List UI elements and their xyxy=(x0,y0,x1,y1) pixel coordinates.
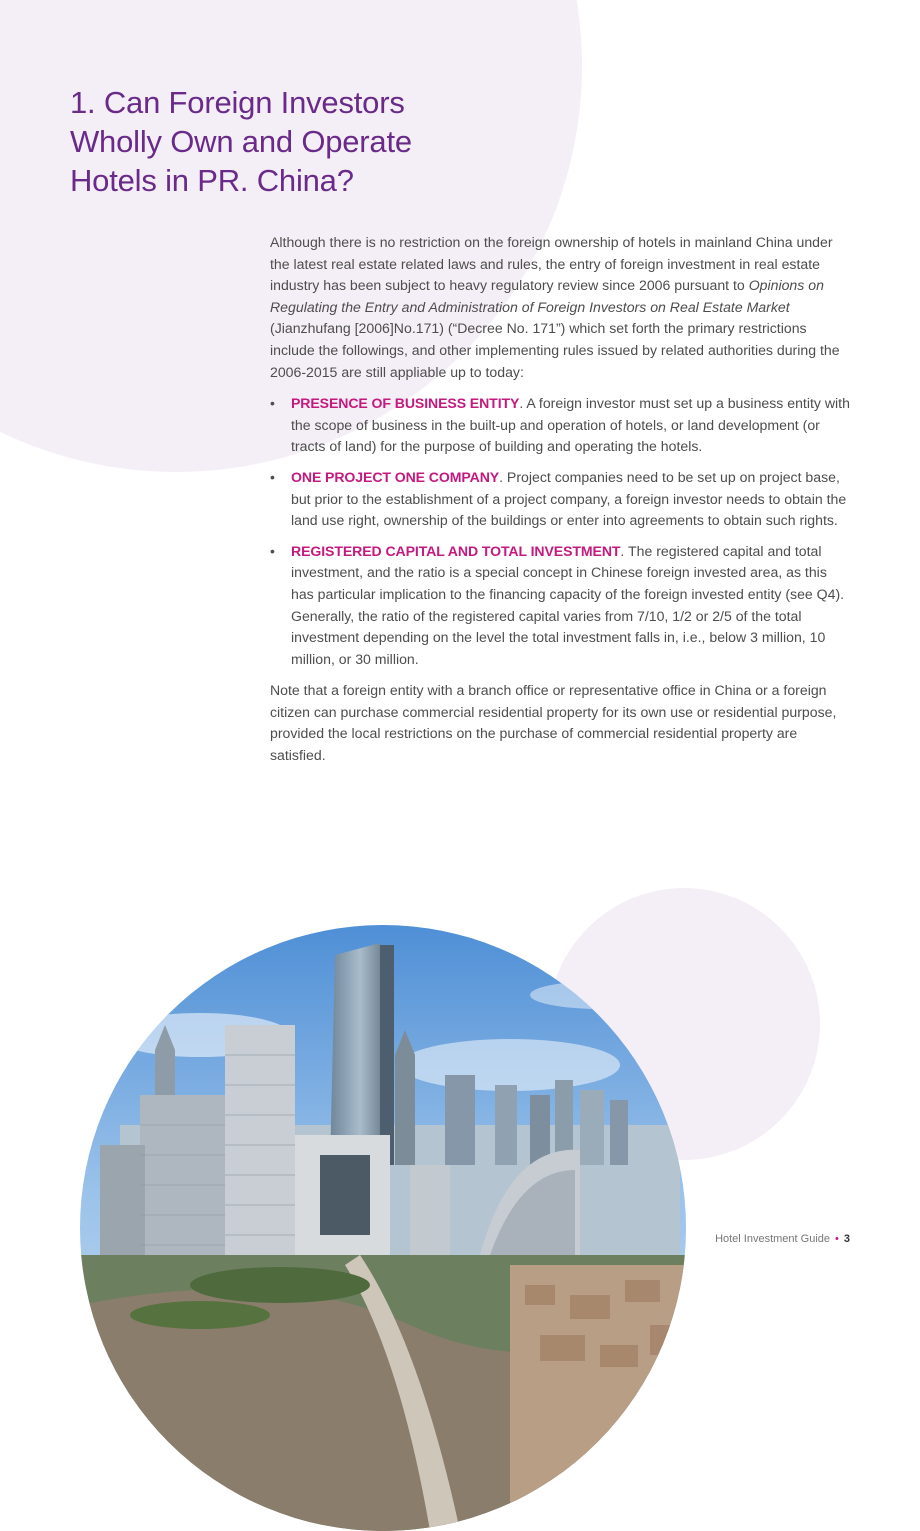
restrictions-list xyxy=(270,393,852,670)
list-item xyxy=(270,467,852,532)
city-skyline-photo xyxy=(80,925,686,1531)
page-footer xyxy=(715,1233,850,1245)
bullet-heading: ONE PROJECT ONE COMPANY xyxy=(291,468,500,485)
list-item xyxy=(270,541,852,671)
bullet-marker: • xyxy=(270,542,275,559)
intro-paragraph xyxy=(270,232,852,383)
bullet-text: . The registered capital and total investment, and the ratio is a special concept in Chinese foreign invested area, as this has particular implication to the financing capacity of the foreign invested entity (see Q4). Generally, the ratio of the registered capital varies from 7/10, 1/2 or 2/5 of the total investment depending on the level the total investment falls in, i.e., below 3 million, 10 million, or 30 million. xyxy=(291,542,845,667)
bullet-heading: PRESENCE OF BUSINESS ENTITY xyxy=(291,395,520,412)
note-paragraph: Note that a foreign entity with a branch office or representative office in China or a foreign citizen can purchase commercial residential property for its own use or residential purpose, provided the local restrictions on the purchase of commercial residential property are satisfied. xyxy=(270,682,837,764)
bullet-text: . Project companies need to be set up on project base, but prior to the establishment of a project company, a foreign investor needs to obtain the land use right, ownership of the buildings or enter into agreements to obtain such rights. xyxy=(291,468,847,529)
page-title xyxy=(70,83,500,200)
bullet-text: . A foreign investor must set up a business entity with the scope of business in the built-up and operation of hotels, or land development (or tracts of land) for the purpose of building and operating the hotels. xyxy=(291,395,850,455)
intro-text-1: Although there is no restriction on the foreign ownership of hotels in mainland China under the latest real estate related laws and rules, the entry of foreign investment in real estate industry has been subject to heavy regulatory review since 2006 pursuant to xyxy=(270,234,833,294)
title-line-2: Wholly Own and Operate xyxy=(70,124,412,159)
title-line-1: 1. Can Foreign Investors xyxy=(70,85,405,120)
intro-regulation-title: Opinions on Regulating the Entry and Administration of Foreign Investors on Real Estate Market xyxy=(270,277,824,315)
page-number: 3 xyxy=(843,1233,850,1245)
bullet-marker: • xyxy=(270,468,275,485)
bullet-heading: REGISTERED CAPITAL AND TOTAL INVESTMENT xyxy=(291,542,621,559)
list-item xyxy=(270,393,852,458)
intro-text-2: (Jianzhufang [2006]No.171) (“Decree No. 171”) which set forth the primary restrictions include the followings, and other implementing rules issued by related authorities during the 2006-2015 are still appliable up to today: xyxy=(270,320,840,380)
footer-separator: • xyxy=(835,1233,839,1245)
footer-guide-name: Hotel Investment Guide xyxy=(715,1233,831,1245)
article-body xyxy=(270,232,852,767)
bullet-marker: • xyxy=(270,395,275,412)
title-line-3: Hotels in PR. China? xyxy=(70,163,354,198)
